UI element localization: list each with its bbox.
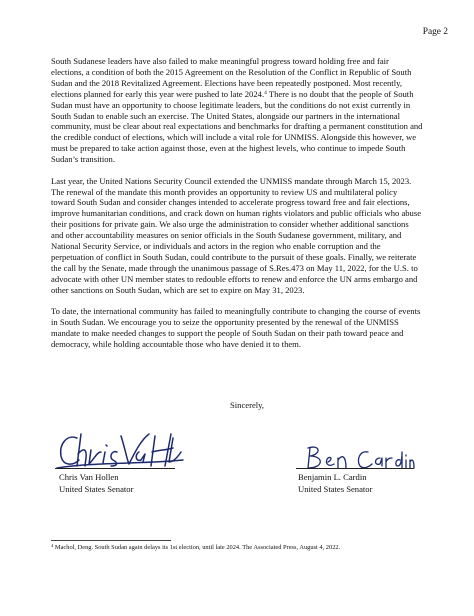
- signatory-name-cardin: Benjamin L. Cardin: [298, 472, 367, 482]
- footnote: [51, 544, 340, 551]
- closing: Sincerely,: [230, 400, 265, 410]
- letter-body: [51, 56, 423, 360]
- paragraph-2: Last year, the United Nations Security Council extended the UNMISS mandate through March 15, 2023. The renewal of the mandate this month provides an opportunity to review US and multilateral policy toward South Sudan and consider changes intended to accelerate progress toward free and fair elections, improve humanitarian conditions, and crack down on human rights violators and public officials who abuse their positions for private gain. We also urge the administration to consider whether additional sanctions and other accountability measures on senior officials in the South Sudanese government, military, and National Security Service, or individuals and actors in the region who enable corruption and the perpetuation of conflict in South Sudan, could contribute to the pursuit of these goals. Finally, we reiterate the call by the Senate, made through the unanimous passage of S.Res.473 on May 11, 2022, for the U.S. to advocate with other UN member states to redouble efforts to renew and enforce the UN arms embargo and other sanctions on South Sudan, which are set to expire on May 31, 2023.: [51, 175, 422, 295]
- footnote-mark: 4: [51, 543, 54, 548]
- page-number: Page 2: [422, 27, 448, 37]
- signature-line-right: [296, 468, 414, 469]
- signatory-title-van-hollen: United States Senator: [59, 484, 134, 494]
- signature-van-hollen: [55, 428, 185, 470]
- footnote-reference: 4: [264, 89, 267, 96]
- footnote-divider: [51, 540, 171, 541]
- signatory-title-cardin: United States Senator: [298, 484, 373, 494]
- paragraph-3: To date, the international community has failed to meaningfully contribute to changing the course of events in South Sudan. We encourage you to seize the opportunity presented by the renewal of the UNMISS mandate to make needed changes to support the people of South Sudan on their path toward peace and democracy, while holding accountable those who have denied it to them.: [51, 306, 421, 349]
- signature-line-left: [55, 468, 175, 469]
- footnote-text: Machol, Deng. South Sudan again delays its 1st election, until late 2024. The Associated Press, August 4, 2022.: [53, 544, 341, 551]
- signatory-name-van-hollen: Chris Van Hollen: [59, 472, 119, 482]
- paragraph-1: South Sudanese leaders have also failed to make meaningful progress toward holding free and fair elections, a condition of both the 2015 Agreement on the Resolution of the Conflict in Republic of South Sudan and the 2018 Revitalized Agreement. Elections have been repeatedly postponed. Most recently, elections planned for early this year were pushed to late 2024.$^4$ There is no doubt that the people of South Sudan must have an opportunity to choose legitimate leaders, but the conditions do not exist currently in South Sudan to enable such an exercise. The United States, alongside our partners in the international community, must be clear about real expectations and benchmarks for drafting a permanent constitution and the credible conduct of elections, which will include a vital role for UNMISS. Alongside this however, we must be prepared to take action against those, even at the highest levels, who continue to impede South Sudan’s transition.: [51, 56, 423, 165]
